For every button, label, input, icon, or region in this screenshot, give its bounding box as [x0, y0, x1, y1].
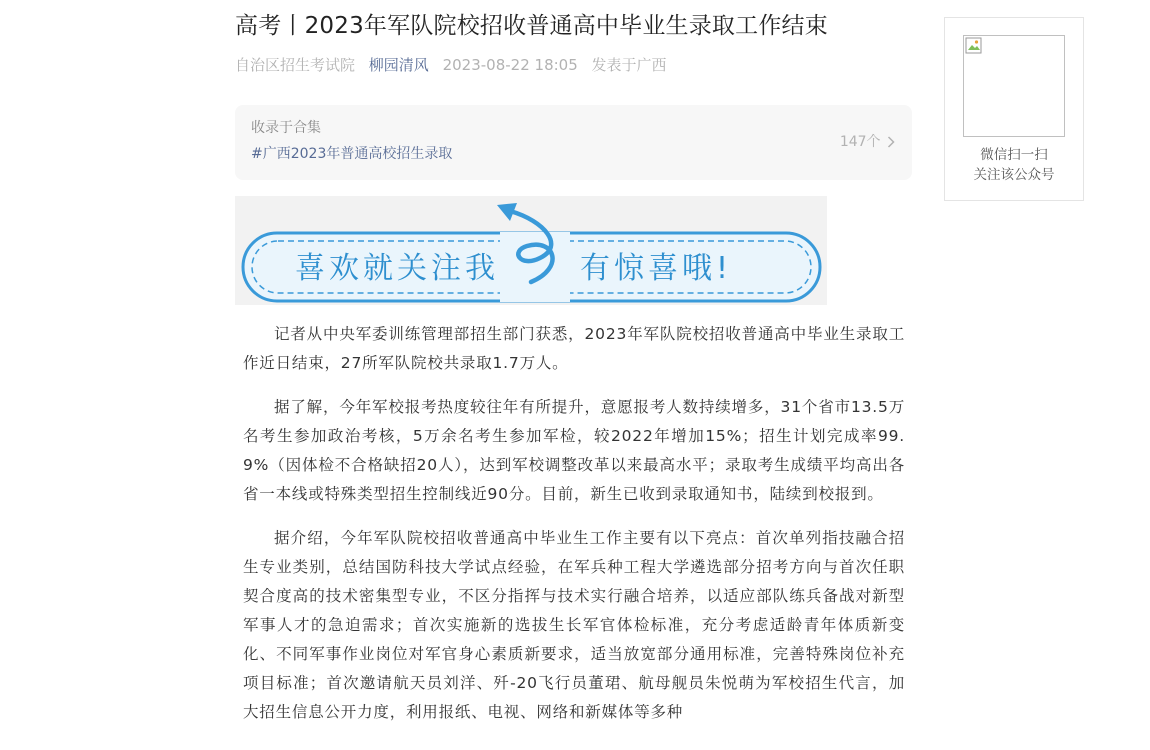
chevron-right-icon: [887, 136, 895, 148]
account-link[interactable]: 柳园清风: [368, 56, 429, 74]
collection-tag[interactable]: #广西2023年普通高校招生录取: [251, 146, 453, 162]
paragraph-2: 据了解，今年军校报考热度较往年有所提升，意愿报考人数持续增多，31个省市13.5万名考生参加政治考核，5万余名考生参加军检，较2022年增加15%；招生计划完成率99.9%（因体检不合格缺招20人），达到军校调整改革以来最高水平；录取考生成绩平均高出各省一本线或特殊类型招生控制线近90分。目前，新生已收到录取通知书，陆续到校报到。: [243, 398, 905, 503]
broken-image-icon: [965, 37, 983, 55]
collection-label: 收录于合集: [251, 120, 321, 136]
paragraph-1: 记者从中央军委训练管理部招生部门获悉，2023年军队院校招收普通高中毕业生录取工作近日结束，27所军队院校共录取1.7万人。: [243, 325, 905, 372]
article-body: [243, 320, 905, 742]
follow-banner-graphic: [235, 196, 827, 305]
article-title: 高考丨2023年军队院校招收普通高中毕业生录取工作结束: [235, 13, 828, 39]
qr-caption: [945, 145, 1083, 185]
banner-text-right: 有惊喜哦!: [580, 251, 733, 286]
collection-count: [840, 132, 895, 152]
article: [235, 0, 912, 721]
article-meta: [235, 54, 912, 76]
qr-caption-line2: 关注该公众号: [973, 167, 1055, 183]
publish-time: 2023-08-22 18:05: [442, 56, 578, 74]
qr-code-image: [963, 35, 1065, 137]
collection-count-text: 147个: [839, 134, 881, 150]
publish-location: 发表于广西: [591, 56, 667, 74]
collection-card[interactable]: [235, 105, 912, 180]
follow-banner: [235, 196, 827, 305]
qr-code-card: [944, 17, 1084, 201]
paragraph-3: 据介绍，今年军队院校招收普通高中毕业生工作主要有以下亮点：首次单列指技融合招生专业类别，总结国防科技大学试点经验，在军兵种工程大学遴选部分招考方向与首次任职契合度高的技术密集型专业，不区分指挥与技术实行融合培养，以适应部队练兵备战对新型军事人才的急迫需求；首次实施新的选拔生长军官体检标准，充分考虑适龄青年体质新变化、不同军事作业岗位对军官身心素质新要求，适当放宽部分通用标准，完善特殊岗位补充项目标准；首次邀请航天员刘洋、歼-20飞行员董珺、航母舰员朱悦萌为军校招生代言，加大招生信息公开力度，利用报纸、电视、网络和新媒体等多种: [243, 529, 905, 721]
author-name: 自治区招生考试院: [235, 56, 356, 74]
qr-caption-line1: 微信扫一扫: [980, 147, 1048, 163]
banner-text-left: 喜欢就关注我: [295, 251, 499, 286]
